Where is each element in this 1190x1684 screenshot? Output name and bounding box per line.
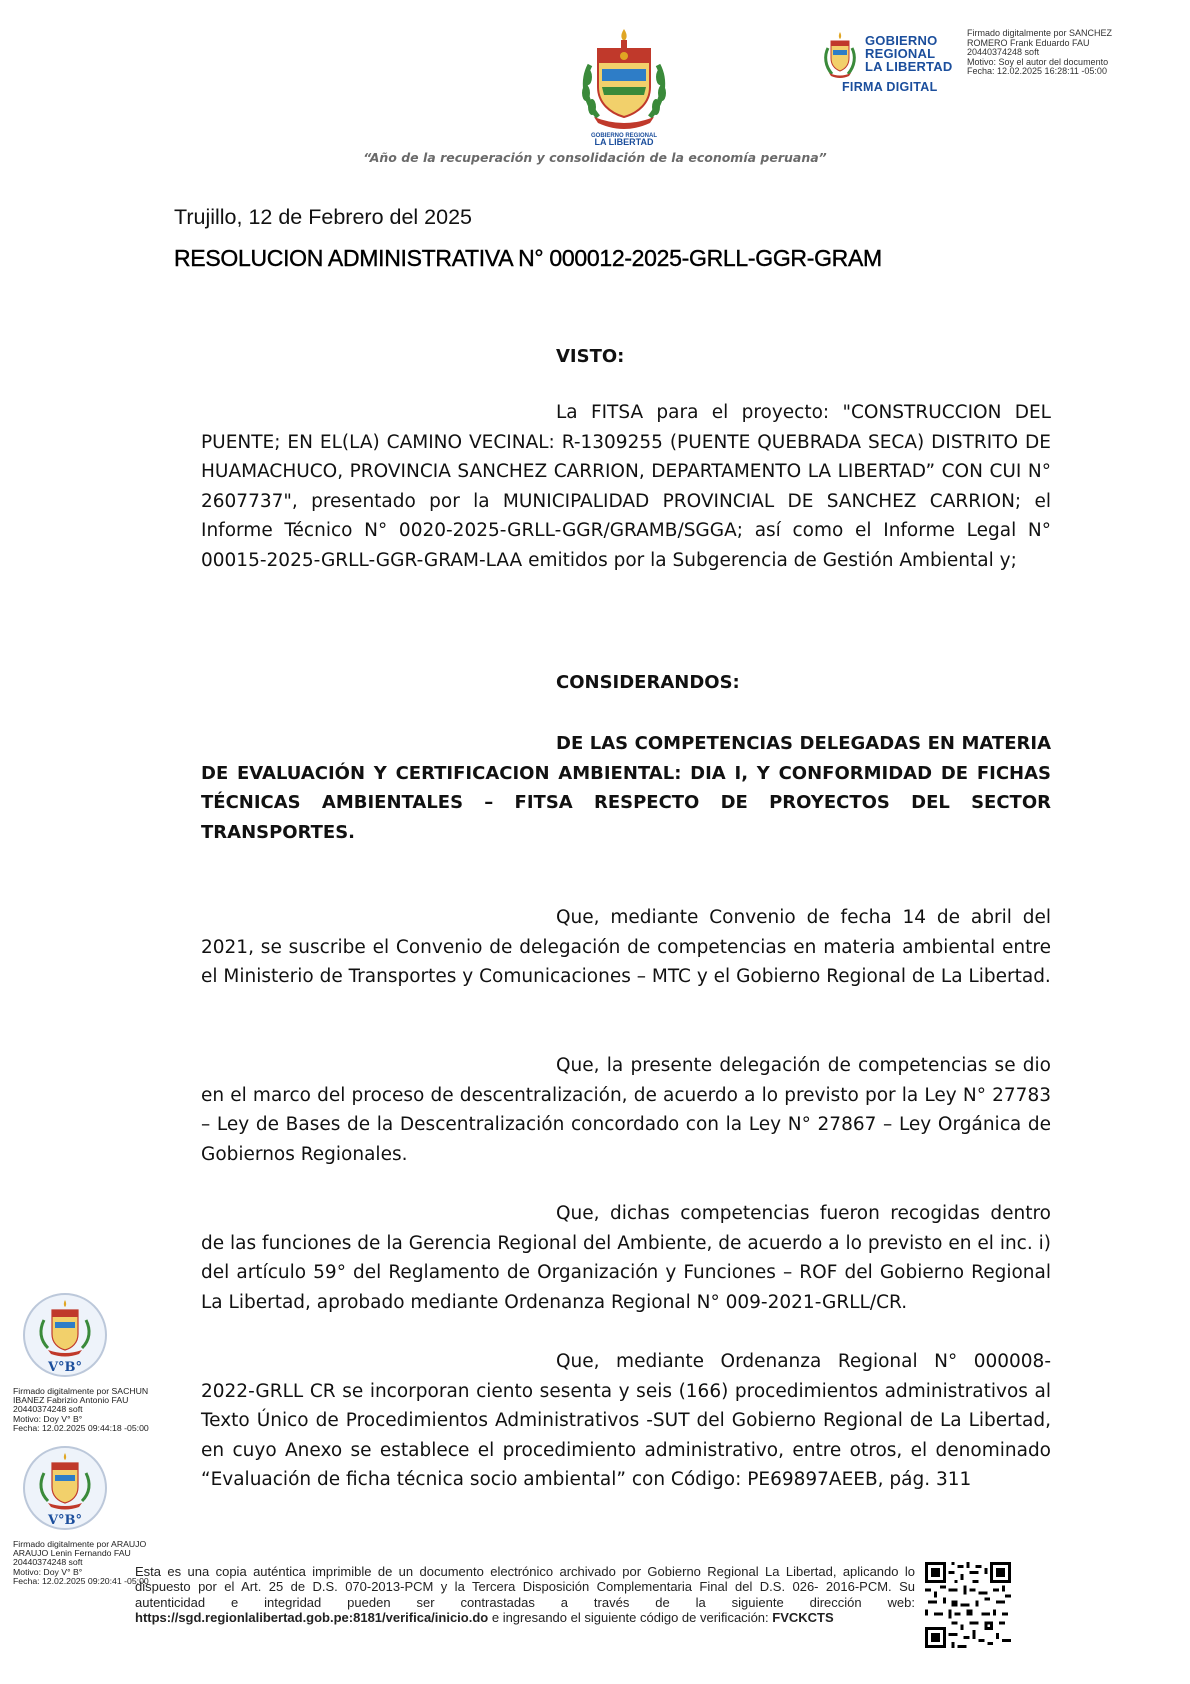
firma-crest-icon — [820, 30, 860, 80]
signature-line: ROMERO Frank Eduardo FAU — [967, 37, 1090, 48]
footer-text-2: e ingresando el siguiente código de verificación: — [488, 1610, 773, 1626]
vobo-label: V°B° — [47, 1513, 83, 1528]
firma-digital-logo — [820, 28, 965, 96]
stamp-line: Motivo: Doy V° B° — [13, 1566, 83, 1577]
stamp-line: ARAUJO Lenin Fernando FAU — [13, 1548, 131, 1559]
body-paragraph: Que, mediante Ordenanza Regional N° 000008-2022-GRLL CR se incorporan ciento sesenta y seis (166) procedimientos administrativos al Texto Único de Procedimientos Administrativos -SUT del Gobierno Regional de La Libertad, en cuyo Anexo se establece el procedimiento administrativo, entre otros, el denominado “Evaluación de ficha técnica socio ambiental” con Código: PE69897AEEB, pág. 311 — [201, 1351, 1051, 1490]
signature-line: Firmado digitalmente por SANCHEZ — [967, 28, 1113, 38]
crest-label-line1: GOBIERNO REGIONAL — [590, 133, 658, 139]
digital-signature-block — [967, 29, 1167, 77]
signature-line: 20440374248 soft — [967, 47, 1040, 58]
firma-logo-line2: REGIONAL — [865, 46, 936, 61]
body-paragraph: Que, dichas competencias fueron recogidas dentro de las funciones de la Gerencia Regional del Ambiente, de acuerdo a lo previsto en el inc. i) del artículo 59° del Reglamento de Organización y Funciones – ROF del Gobierno Regional La Libertad, aprobado mediante Ordenanza Regional N° 009-2021-GRLL/CR. — [201, 1203, 1051, 1313]
stamp-line: Motivo: Doy V° B° — [13, 1413, 83, 1424]
firma-logo-line1: GOBIERNO — [865, 33, 938, 48]
vobo-stamp-icon — [22, 1292, 108, 1378]
motto-text: “Año de la recuperación y consolidación de la economía peruana” — [363, 150, 827, 165]
stamp-line: Fecha: 12.02.2025 09:44:18 -05:00 — [13, 1422, 149, 1433]
stamp-line: Firmado digitalmente por SACHUN — [13, 1386, 149, 1396]
firma-logo-line3: LA LIBERTAD — [865, 59, 953, 74]
body-paragraph: Que, la presente delegación de competencias se dio en el marco del proceso de descentralización, de acuerdo a lo previsto por la Ley N° 27783 – Ley de Bases de la Descentralización concordado con la Ley N° 27867 – Ley Orgánica de Gobiernos Regionales. — [201, 1055, 1051, 1165]
stamp-line: IBANEZ Fabrizio Antonio FAU — [13, 1395, 129, 1406]
considerandos-heading: CONSIDERANDOS: — [556, 672, 740, 693]
body-paragraph: Que, mediante Convenio de fecha 14 de abril del 2021, se suscribe el Convenio de delegación de competencias en materia ambiental entre el Ministerio de Transportes y Comunicaciones – MTC y el Gobierno Regional de La Libertad. — [201, 907, 1051, 987]
competencias-heading: DE LAS COMPETENCIAS DELEGADAS EN MATERIA DE EVALUACIÓN Y CERTIFICACION AMBIENTAL: DIA I, Y CONFORMIDAD DE FICHAS TÉCNICAS AMBIENTALES – FITSA RESPECTO DE PROYECTOS DEL SECTOR TRANSPORTES. — [201, 733, 1051, 843]
vobo-label: V°B° — [47, 1360, 83, 1375]
visto-paragraph: La FITSA para el proyecto: "CONSTRUCCION DEL PUENTE; EN EL(LA) CAMINO VECINAL: R-1309255 (PUENTE QUEBRADA SECA) DISTRITO DE HUAMACHUCO, PROVINCIA SANCHEZ CARRION, DEPARTAMENTO LA LIBERTAD” CON CUI N° 2607737", presentado por la MUNICIPALIDAD PROVINCIAL DE SANCHEZ CARRION; el Informe Técnico N° 0020-2025-GRLL-GGR/GRAMB/SGGA; así como el Informe Legal N° 00015-2025-GRLL-GGR-GRAM-LAA emitidos por la Subgerencia de Gestión Ambiental y; — [201, 402, 1051, 571]
stamp-line: 20440374248 soft — [13, 1404, 83, 1415]
signature-line: Motivo: Soy el autor del documento — [967, 56, 1109, 67]
stamp-line: Fecha: 12.02.2025 09:20:41 -05:00 — [13, 1575, 149, 1586]
vobo-stamp-icon — [22, 1445, 108, 1531]
verification-code: FVCKCTS — [772, 1610, 834, 1626]
visto-heading: VISTO: — [556, 346, 625, 367]
document-title: RESOLUCION ADMINISTRATIVA N° 000012-2025-GRLL-GGR-GRAM — [174, 245, 882, 271]
signature-line: Fecha: 12.02.2025 16:28:11 -05:00 — [967, 66, 1107, 77]
stamp-line: Firmado digitalmente por ARAUJO — [13, 1539, 147, 1549]
footer-text: Esta es una copia auténtica imprimible de un documento electrónico archivado por Gobierno Regional La Libertad, aplicando lo dispuesto por el Art. 25 de D.S. 070-2013-PCM y la Tercera Disposición Complementaria Final del D.S. 026- 2016-PCM. Su autenticidad e integridad pueden ser contrastadas a través de la siguiente dirección web: — [135, 1564, 915, 1610]
stamp-line: 20440374248 soft — [13, 1557, 83, 1568]
document-date: Trujillo, 12 de Febrero del 2025 — [174, 205, 472, 229]
crest-label-line2: LA LIBERTAD — [594, 137, 654, 145]
stamp-signature-block — [13, 1387, 183, 1433]
gobierno-regional-crest-logo — [568, 25, 680, 145]
qr-code-icon — [925, 1562, 1011, 1648]
firma-digital-label: FIRMA DIGITAL — [842, 80, 938, 94]
verification-footer — [135, 1564, 915, 1626]
verification-link[interactable]: https://sgd.regionlalibertad.gob.pe:8181/verifica/inicio.do — [135, 1610, 489, 1626]
